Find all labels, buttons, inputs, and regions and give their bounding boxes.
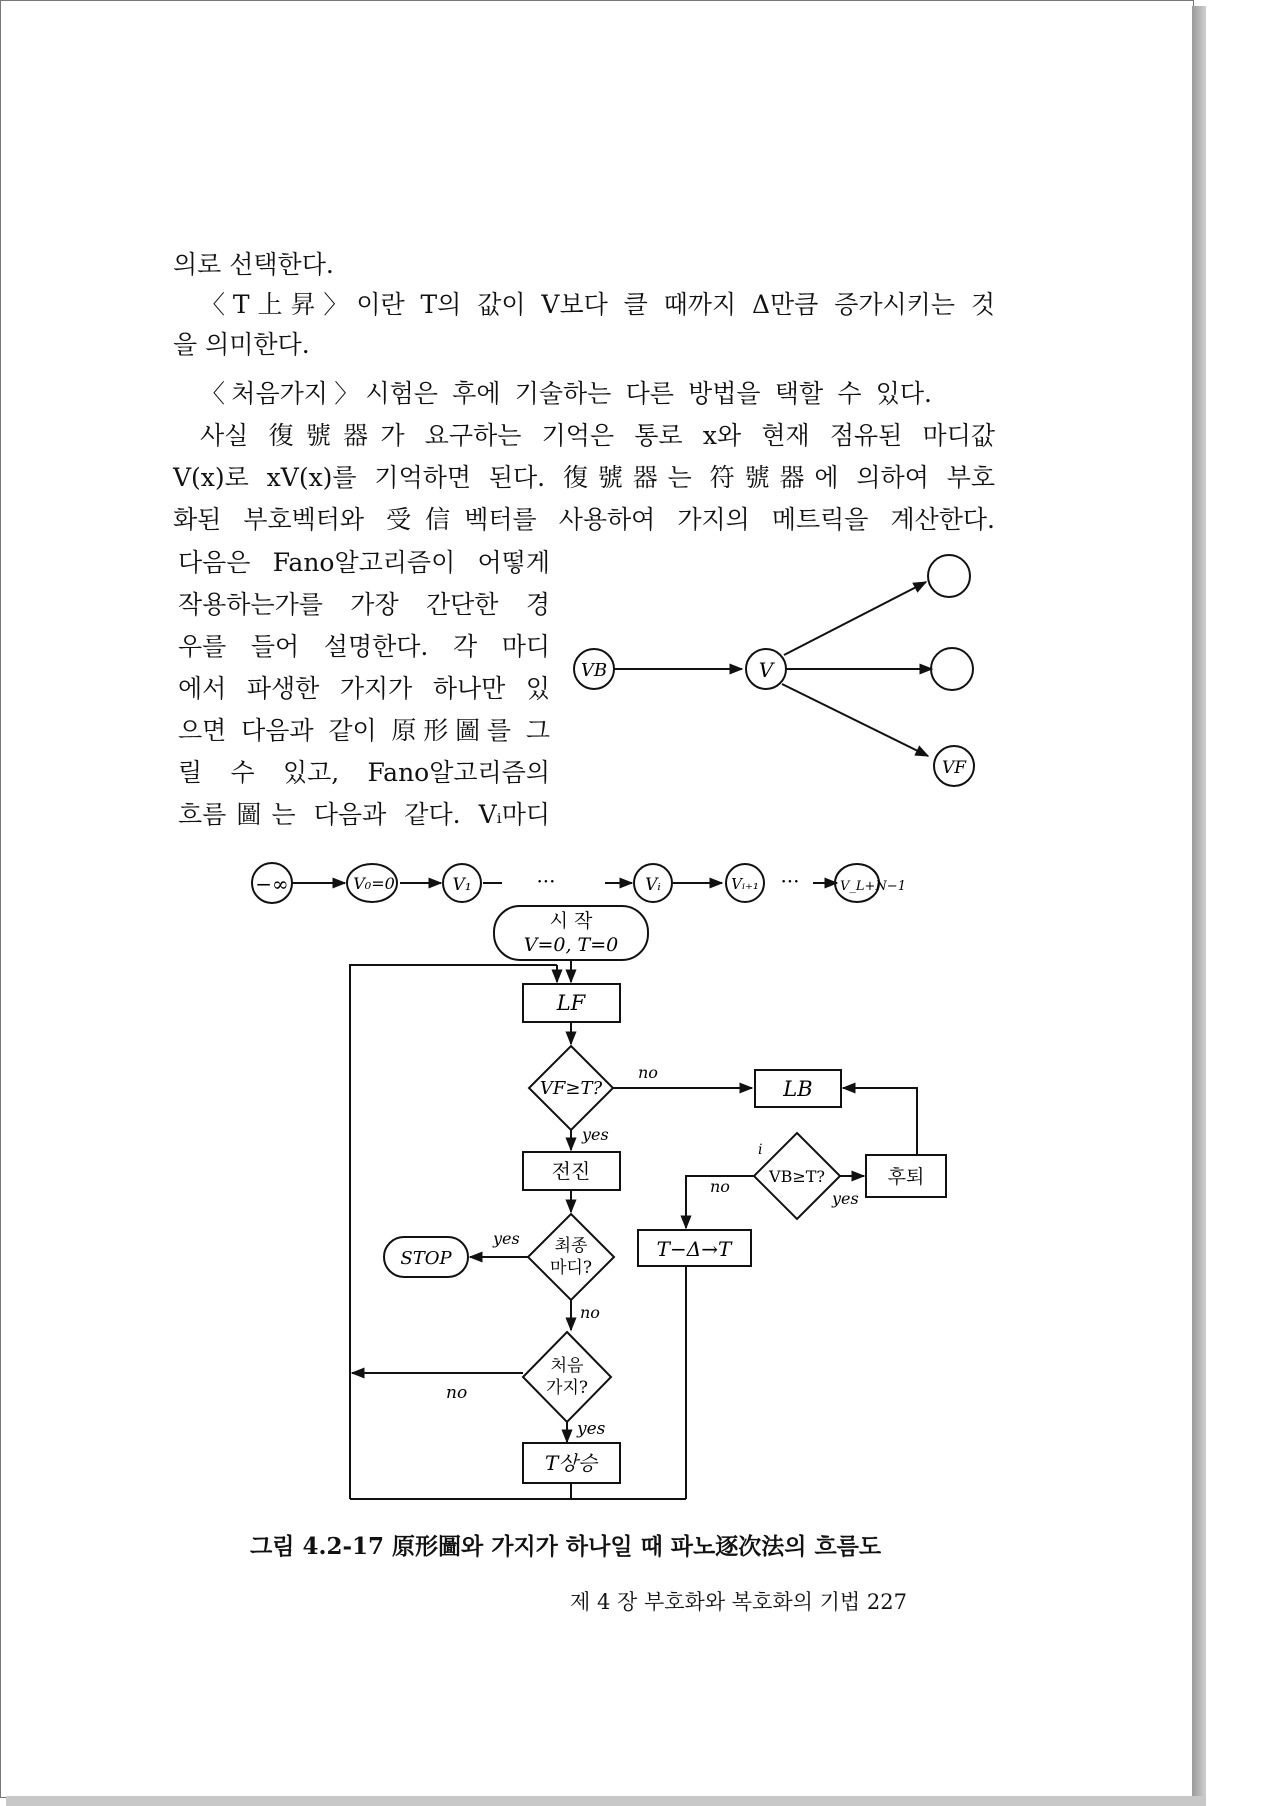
vf-decision-label: VF≥T? bbox=[539, 1078, 603, 1099]
lb-label: LB bbox=[783, 1077, 813, 1101]
final-decision-label-1: 최종 bbox=[554, 1236, 588, 1256]
page-bottom-shadow bbox=[6, 1796, 1206, 1806]
advance-label: 전진 bbox=[551, 1159, 591, 1183]
wrap-line: 다음은 Fano알고리즘이 어떻게 bbox=[178, 548, 550, 577]
tree-diagram bbox=[574, 555, 974, 786]
t-raise-label: T상승 bbox=[545, 1451, 597, 1475]
chain-node-neg-inf: −∞ bbox=[255, 872, 289, 896]
vb-decision-label: VB≥T? bbox=[769, 1167, 825, 1186]
figure-caption: 그림 4.2-17 原形圖와 가지가 하나일 때 파노逐次法의 흐름도 bbox=[250, 1533, 882, 1560]
wrap-line: 흐름圖는 다음과 같다. Vᵢ마디 bbox=[178, 800, 550, 829]
label-i: i bbox=[758, 1142, 763, 1158]
wrap-line: 릴 수 있고, Fano알고리즘의 bbox=[178, 758, 550, 787]
backtrack-label: 후퇴 bbox=[887, 1166, 925, 1188]
body-line: 의로 선택한다. bbox=[173, 250, 334, 279]
wrap-line: 에서 파생한 가지가 하나만 있 bbox=[178, 674, 550, 703]
chain-node-v1: V₁ bbox=[452, 875, 472, 895]
label-yes-final: yes bbox=[493, 1229, 520, 1248]
chain-node-v0: V₀=0 bbox=[353, 874, 395, 893]
final-decision bbox=[528, 1214, 614, 1300]
label-yes-vb: yes bbox=[832, 1189, 859, 1208]
first-branch-label-2: 가지? bbox=[546, 1378, 588, 1398]
page-edge-shadow bbox=[1192, 6, 1206, 1802]
tree-node-back-label: VB bbox=[580, 660, 608, 681]
label-no-final: no bbox=[580, 1303, 600, 1322]
first-branch-decision bbox=[523, 1332, 611, 1422]
label-no-first: no bbox=[446, 1383, 468, 1403]
tree-node-middle bbox=[931, 648, 973, 690]
body-line: 사실 復號器가 요구하는 기억은 통로 x와 현재 점유된 마디값 bbox=[200, 421, 995, 450]
label-no-vf: no bbox=[638, 1063, 658, 1082]
chain-node-vi: Vᵢ bbox=[645, 875, 661, 895]
tree-node-up bbox=[928, 555, 970, 597]
body-line: V(x)로 xV(x)를 기억하면 된다. 復號器는 符號器에 의하여 부호 bbox=[173, 463, 995, 492]
lf-label: LF bbox=[556, 991, 586, 1015]
label-yes-vf: yes bbox=[582, 1125, 609, 1144]
body-line: 을 의미한다. bbox=[173, 330, 310, 359]
wrap-line: 우를 들어 설명한다. 각 마디 bbox=[178, 632, 550, 661]
wrap-line: 작용하는가를 가장 간단한 경 bbox=[178, 590, 550, 619]
chain-node-vln: V_L+N−1 bbox=[840, 879, 906, 894]
label-no-vb: no bbox=[710, 1177, 730, 1196]
page-footer: 제 4 장 부호화와 복호화의 기법 227 bbox=[570, 1590, 907, 1614]
first-branch-label-1: 처음 bbox=[550, 1356, 584, 1376]
tree-node-forward-label: VF bbox=[941, 758, 967, 778]
body-line: 화된 부호벡터와 受信벡터를 사용하여 가지의 메트릭을 계산한다. bbox=[173, 505, 995, 534]
label-yes-first: yes bbox=[577, 1419, 606, 1439]
t-minus-label: T−Δ→T bbox=[656, 1237, 732, 1261]
start-label-2: V=0, T=0 bbox=[523, 934, 619, 956]
tree-node-current-label: V bbox=[758, 658, 774, 682]
body-line: 〈T上昇〉이란 T의 값이 V보다 클 때까지 Δ만큼 증가시키는 것 bbox=[200, 290, 995, 319]
wrap-line: 으면 다음과 같이 原形圖를 그 bbox=[178, 716, 550, 745]
start-label-1: 시 작 bbox=[549, 910, 593, 932]
final-decision-label-2: 마디? bbox=[550, 1258, 592, 1278]
chain-ellipsis: ··· bbox=[536, 869, 556, 893]
stop-label: STOP bbox=[400, 1248, 452, 1269]
chain-node-vi1: Vᵢ₊₁ bbox=[731, 875, 759, 893]
body-line: 〈처음가지〉시험은 후에 기술하는 다른 방법을 택할 수 있다. bbox=[200, 379, 932, 408]
chain-ellipsis-2: ··· bbox=[780, 869, 800, 893]
